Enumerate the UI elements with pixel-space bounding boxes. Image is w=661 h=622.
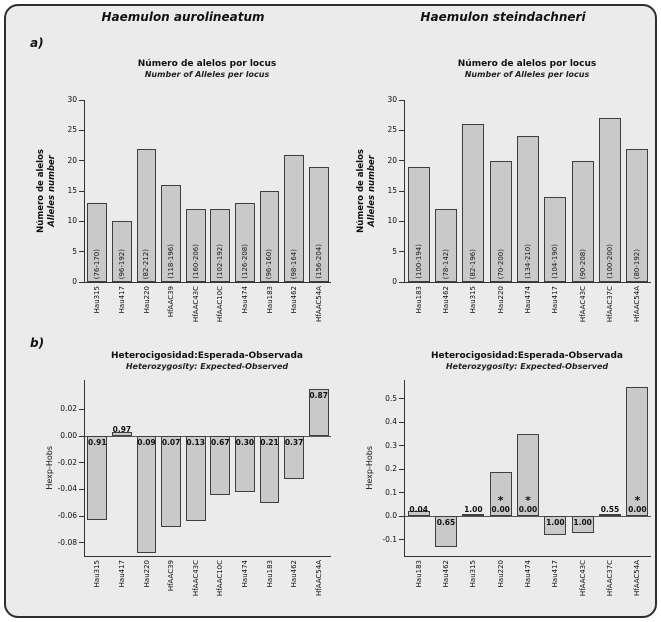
x-tick-label: HfAAC10C [216, 286, 225, 323]
bar [626, 149, 648, 282]
bar [186, 209, 206, 282]
bar [87, 436, 107, 520]
x-tick-label: Hau462 [442, 560, 450, 588]
x-tick-label: HfAAC43C [578, 286, 587, 323]
bar [599, 514, 621, 516]
y-tick-label: 25 [67, 125, 77, 135]
x-tick-label: Hau474 [524, 286, 532, 314]
x-tick-label: Hau417 [551, 560, 560, 588]
y-tick-label: 30 [387, 95, 397, 104]
y-tick-label: 10 [67, 216, 77, 226]
y-tick-mark [79, 542, 85, 543]
bar-value-label: 0.91 [88, 438, 107, 447]
y-tick-label: 15 [67, 186, 77, 195]
x-tick-label: HfAAC43C [191, 286, 200, 323]
panel-label-a: a) [30, 36, 44, 50]
y-tick-mark [399, 160, 405, 161]
chart-alleles-steindachneri [348, 58, 658, 348]
x-tick-label: Hau183 [265, 560, 274, 588]
bar-value-label: 1.00 [464, 505, 483, 515]
allele-range-label: (104-190) [551, 244, 560, 279]
allele-range-label: (78-142) [441, 248, 450, 279]
y-tick-label: -0.04 [57, 484, 77, 494]
y-tick-mark [79, 221, 85, 222]
allele-range-label: (156-204) [314, 244, 323, 279]
y-axis-label-en: Alleles number [367, 155, 377, 227]
chart-title [400, 350, 654, 372]
y-tick-label: 20 [387, 155, 397, 165]
y-tick-label: 0.2 [385, 464, 397, 474]
bar [544, 197, 566, 282]
bar [309, 167, 329, 282]
x-tick-label: HfAAC54A [633, 560, 642, 596]
allele-range-label: (70-200) [496, 248, 505, 279]
x-tick-label: Hau474 [240, 286, 249, 314]
y-tick-label: 5 [392, 246, 397, 256]
y-tick-mark [399, 100, 405, 101]
allele-range-label: (160-206) [191, 244, 200, 279]
bar-value-label: 0.30 [235, 438, 255, 447]
chart-title-main: Heterocigosidad:Esperada-Observada [111, 351, 303, 361]
bar [435, 209, 457, 282]
x-tick-label: HfAAC37C [606, 286, 614, 323]
bar-value-label: 0.21 [260, 438, 279, 447]
bar [210, 209, 230, 282]
y-tick-mark [79, 191, 85, 192]
x-tick-label: HfAAC43C [191, 560, 200, 597]
y-axis-label-en: Alleles number [47, 155, 57, 227]
y-tick-mark [399, 492, 405, 493]
y-tick-label: 0.1 [385, 487, 397, 497]
y-tick-mark [399, 469, 405, 470]
y-axis-label-es: Número de alelos [36, 149, 46, 233]
chart-title [80, 58, 334, 80]
allele-range-label: (76-170) [93, 248, 102, 279]
x-tick-label: HfAAC54A [314, 286, 323, 322]
y-tick-mark [79, 130, 85, 131]
y-tick-label: 20 [67, 155, 77, 165]
bar [137, 436, 157, 553]
bar-value-label: 0.97 [112, 425, 132, 434]
x-tick-label: HfAAC39 [167, 560, 176, 592]
bar [161, 185, 181, 282]
bar [572, 161, 594, 282]
x-tick-label: Hau220 [496, 286, 505, 314]
y-tick-label: 0.00 [60, 431, 77, 440]
y-tick-mark [399, 398, 405, 399]
x-tick-label: HfAAC37C [606, 560, 614, 597]
x-tick-label: Hau183 [265, 286, 274, 314]
significance-star: * [634, 494, 641, 508]
bar [462, 124, 484, 282]
bar-value-label: 0.04 [409, 505, 428, 515]
species-title-left: Haemulon aurolineatum [101, 10, 265, 24]
bar [599, 118, 621, 282]
allele-range-label: (134-210) [523, 244, 532, 279]
chart-heterozygosity-steindachneri [348, 350, 658, 616]
bar-value-label: 0.09 [137, 438, 156, 447]
x-tick-label: Hau183 [414, 286, 423, 314]
y-tick-label: 0 [392, 277, 397, 286]
y-axis-label-hexp-hobs: Hexp-Hobs [364, 446, 374, 490]
bar [161, 436, 181, 527]
y-tick-mark [399, 130, 405, 131]
y-tick-label: 15 [387, 186, 397, 195]
bar [260, 191, 280, 282]
chart-title-sub: Number of Alleles per locus [464, 70, 590, 79]
y-tick-mark [79, 282, 85, 283]
bar [490, 161, 512, 282]
y-tick-mark [399, 282, 405, 283]
bar [462, 514, 484, 516]
chart-alleles-aurolineatum [28, 58, 338, 348]
chart-title-main: Número de alelos por locus [457, 59, 597, 69]
x-tick-label: Hau417 [117, 560, 126, 588]
x-tick-label: HfAAC54A [633, 286, 642, 322]
y-tick-mark [79, 489, 85, 490]
x-tick-label: HfAAC43C [578, 560, 587, 597]
allele-range-label: (126-208) [240, 244, 249, 279]
x-tick-label: Hau315 [93, 286, 102, 314]
allele-range-label: (102-192) [216, 244, 225, 279]
y-tick-mark [79, 160, 85, 161]
x-tick-label: HfAAC54A [314, 560, 323, 596]
bar [517, 136, 539, 282]
allele-range-label: (100-194) [414, 244, 423, 279]
y-tick-label: 10 [387, 216, 397, 226]
y-axis-label-hexp-hobs: Hexp-Hobs [44, 446, 54, 490]
bar-value-label: 0.67 [211, 438, 230, 447]
y-tick-label: -0.06 [57, 511, 77, 520]
y-tick-label: 5 [72, 246, 77, 256]
y-tick-label: 0.5 [385, 393, 397, 403]
bar-value-label: 0.87 [309, 391, 328, 401]
plot-area-alleles-steindachneri [387, 95, 651, 323]
y-tick-mark [399, 221, 405, 222]
x-tick-label: Hau315 [469, 286, 478, 314]
y-tick-label: 0.3 [385, 440, 397, 450]
bar-value-label: 0.55 [600, 505, 620, 515]
x-tick-label: Hau417 [117, 286, 126, 314]
y-tick-label: 25 [387, 125, 397, 135]
x-tick-label: Hau462 [290, 286, 299, 314]
bar [235, 203, 255, 282]
bar-value-label: 0.00 [491, 505, 510, 515]
allele-range-label: (96-192) [117, 248, 126, 279]
y-tick-mark [399, 445, 405, 446]
chart-title-sub: Number of Alleles per locus [144, 70, 270, 79]
bar [284, 155, 304, 282]
allele-range-label: (80-192) [633, 248, 642, 279]
significance-star: * [525, 494, 531, 508]
x-tick-label: HfAAC39 [167, 286, 176, 318]
chart-title-main: Heterocigosidad:Esperada-Observada [431, 351, 623, 361]
bar-value-label: 0.65 [436, 518, 456, 528]
bar-value-label: 0.13 [186, 438, 205, 447]
y-tick-label: -0.08 [57, 537, 77, 547]
y-tick-label: -0.1 [382, 534, 397, 544]
x-tick-label: Hau315 [469, 560, 478, 588]
allele-range-label: (98-164) [290, 248, 299, 279]
x-tick-label: Hau220 [142, 560, 151, 588]
plot-area-alleles-aurolineatum [67, 95, 331, 323]
bar [186, 436, 206, 521]
y-tick-mark [79, 462, 85, 463]
allele-range-label: (100-200) [605, 244, 614, 279]
x-tick-label: Hau474 [524, 560, 532, 588]
y-tick-mark [399, 539, 405, 540]
y-tick-mark [399, 191, 405, 192]
y-tick-label: 0.02 [60, 404, 77, 414]
chart-title-sub: Heterozygosity: Expected-Observed [445, 362, 609, 371]
significance-star: * [497, 494, 504, 508]
allele-range-label: (90-208) [578, 248, 587, 279]
bar-value-label: 1.00 [573, 518, 592, 528]
x-tick-label: Hau315 [93, 560, 102, 588]
y-tick-label: -0.02 [57, 457, 77, 467]
plot-area-heterozygosity-aurolineatum [57, 380, 331, 597]
bar [137, 149, 157, 282]
bar-value-label: 0.00 [628, 505, 647, 515]
chart-title-sub: Heterozygosity: Expected-Observed [125, 362, 289, 371]
bar-value-label: 0.00 [518, 505, 538, 515]
x-tick-label: Hau462 [290, 560, 299, 588]
bar [408, 167, 430, 282]
x-tick-label: Hau474 [240, 560, 249, 588]
plot-area-heterozygosity-steindachneri [382, 380, 651, 597]
chart-title-main: Número de alelos por locus [137, 59, 277, 69]
x-tick-label: Hau183 [414, 560, 423, 588]
y-tick-mark [79, 409, 85, 410]
x-tick-label: Hau417 [551, 286, 560, 314]
y-tick-label: 0 [72, 277, 77, 286]
bar-value-label: 0.37 [284, 438, 304, 447]
y-tick-mark [399, 251, 405, 252]
x-tick-label: Hau220 [142, 286, 151, 314]
y-tick-mark [79, 516, 85, 517]
species-title-right: Haemulon steindachneri [420, 10, 586, 24]
bar [112, 221, 132, 282]
x-tick-label: Hau220 [496, 560, 505, 588]
allele-range-label: (82-212) [142, 248, 151, 279]
chart-title [80, 350, 334, 372]
y-tick-label: 0.0 [385, 511, 397, 521]
x-tick-label: Hau462 [442, 286, 450, 314]
y-tick-mark [79, 251, 85, 252]
allele-range-label: (96-160) [265, 248, 274, 279]
y-tick-label: 30 [67, 95, 77, 104]
bar-value-label: 0.07 [161, 438, 181, 447]
panel-label-b: b) [30, 336, 45, 350]
allele-range-label: (82-196) [469, 248, 478, 279]
y-tick-mark [79, 100, 85, 101]
y-tick-label: 0.4 [385, 417, 397, 427]
x-tick-label: HfAAC10C [216, 560, 225, 597]
bar-value-label: 1.00 [546, 518, 565, 528]
allele-range-label: (118-196) [167, 244, 176, 279]
y-tick-mark [399, 422, 405, 423]
y-axis-label-es: Número de alelos [356, 149, 366, 233]
chart-heterozygosity-aurolineatum [28, 350, 338, 616]
chart-title [400, 58, 654, 80]
bar [87, 203, 107, 282]
